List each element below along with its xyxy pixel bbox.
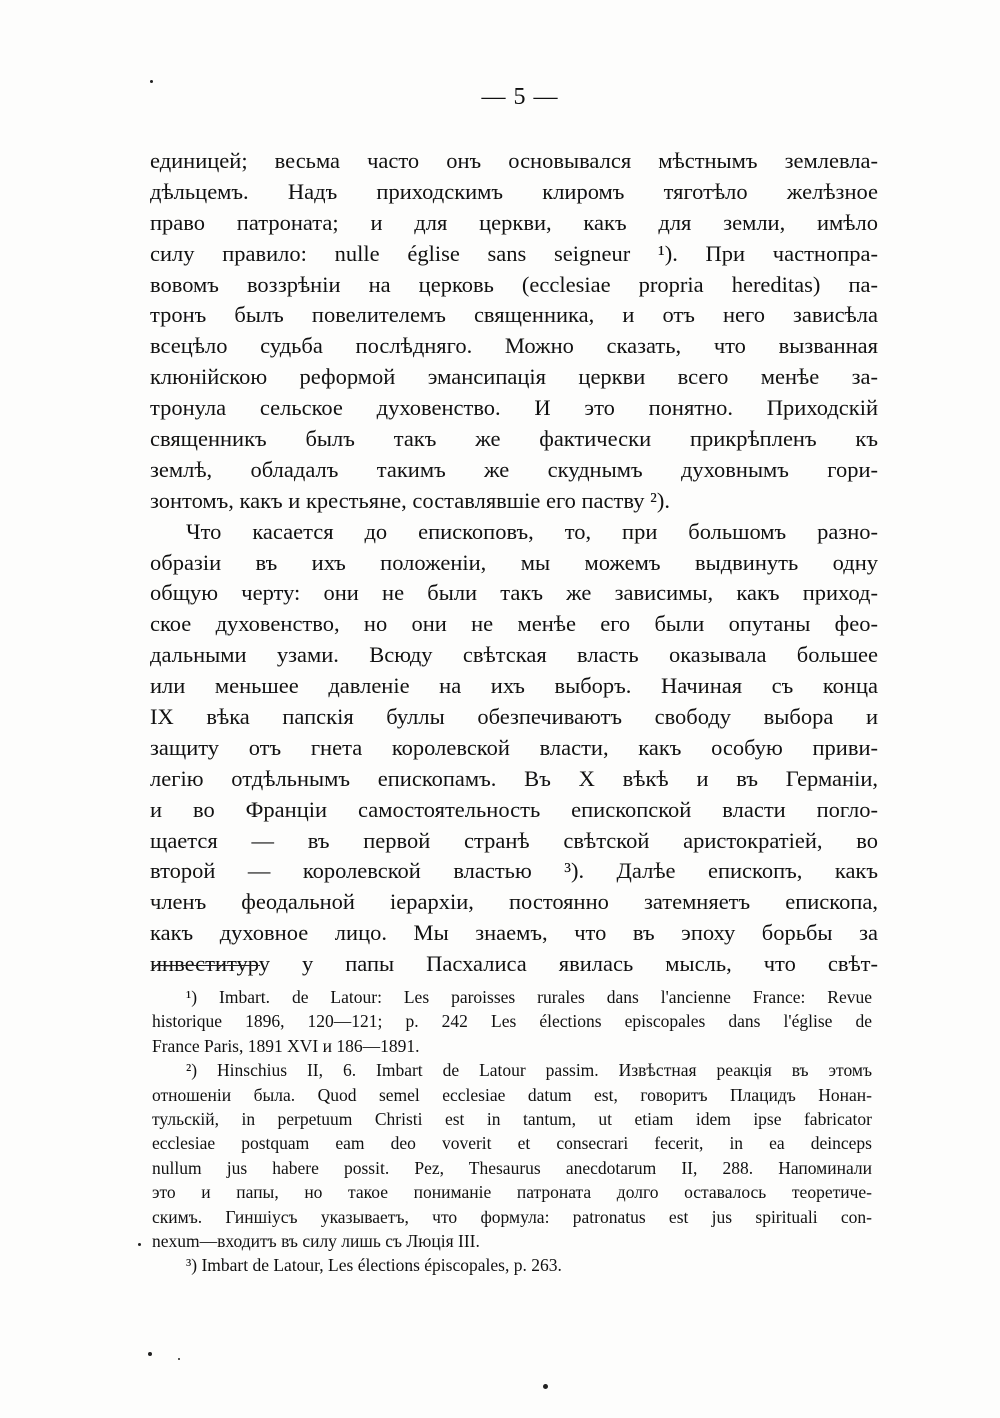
text-line: образіи въ ихъ положеніи, мы можемъ выдвинуть одну — [150, 549, 878, 575]
text-line: силу правило: nulle église sans seigneur ¹). При частнопра- — [150, 240, 878, 266]
text-line: легію отдѣльнымъ епископамъ. Въ X вѣкѣ и въ Германіи, — [150, 765, 878, 791]
scan-speck — [138, 1243, 141, 1246]
text-line: зонтомъ, какъ и крестьяне, составлявшіе его паству ²). — [150, 487, 670, 513]
scan-speck — [178, 1358, 180, 1360]
text-line: Что касается до епископовъ, то, при большомъ разно- — [186, 518, 878, 544]
footnote-divider — [152, 965, 260, 966]
text-line: право патроната; и для церкви, какъ для земли, имѣло — [150, 209, 878, 235]
text-line: тронъ былъ повелителемъ священника, и отъ него зависѣла — [150, 302, 878, 328]
footnote-line: nexum—входитъ въ силу лишь съ Люція III. — [152, 1230, 480, 1251]
text-line: ское духовенство, но они не менѣе его были опутаны фео- — [150, 611, 878, 637]
footnote-line: тульскій, in perpetuum Christi est in tantum, ut etiam idem ipse fabricator — [152, 1108, 872, 1129]
scan-speck — [150, 80, 153, 83]
text-line: какъ духовное лицо. Мы знаемъ, что въ эпоху борьбы за — [150, 920, 878, 946]
footnote-line: France Paris, 1891 XVI и 186—1891. — [152, 1035, 420, 1056]
footnote-line: ³) Imbart de Latour, Les élections épiscopales, p. 263. — [186, 1255, 562, 1276]
text-line: клюнійскою реформой эмансипація церкви всего менѣе за- — [150, 364, 878, 390]
footnote-line: historique 1896, 120—121; p. 242 Les élections episcopales dans l'église de — [152, 1011, 872, 1032]
text-line: IX вѣка папскія буллы обезпечиваютъ свободу выбора и — [150, 704, 878, 730]
text-line: дальными узами. Всюду свѣтская власть оказывала большее — [150, 642, 878, 668]
text-line: тронула сельское духовенство. И это понятно. Приходскій — [150, 395, 878, 421]
text-line: всецѣло судьба послѣдняго. Можно сказать, что вызванная — [150, 333, 878, 359]
scan-speck — [543, 1384, 548, 1389]
footnote-line: это и папы, но такое пониманіе патроната долго оставалось теоретиче- — [152, 1182, 872, 1203]
text-line: единицей; весьма часто онъ основывался мѣстнымъ землевла- — [150, 148, 878, 173]
page-number: — 5 — — [481, 84, 559, 110]
text-line: защиту отъ гнета королевской власти, какъ особую приви- — [150, 734, 878, 760]
text-line: дѣльцемъ. Надъ приходскимъ клиромъ тяготѣло желѣзное — [150, 178, 878, 204]
footnote-line: ²) Hinschius II, 6. Imbart de Latour passim. Извѣстная реакція въ этомъ — [186, 1060, 872, 1081]
footnotes — [152, 985, 872, 1278]
text-line: и во Франціи самостоятельность епископской власти погло- — [150, 796, 878, 822]
text-line: второй — королевской властью ³). Далѣе епископъ, какъ — [150, 858, 878, 884]
main-text — [150, 146, 878, 980]
footnote-line: отношеніи была. Quod semel ecclesiae datum est, говоритъ Плацидъ Нонан- — [152, 1084, 872, 1105]
text-line: священникъ былъ такъ же фактически прикрѣпленъ къ — [150, 426, 878, 452]
scan-speck — [148, 1352, 152, 1356]
text-line: или меньшее давленіе на ихъ выборъ. Начиная съ конца — [150, 673, 878, 699]
footnote-line: nullum jus habere possit. Pez, Thesaurus anecdotarum II, 288. Напоминали — [152, 1157, 872, 1178]
text-line: общую черту: они не были такъ же зависимы, какъ приход- — [150, 580, 878, 606]
footnote-line: скимъ. Гиншіусъ указываетъ, что формула: patronatus est jus spirituali con- — [152, 1206, 872, 1227]
text-line: щается — въ первой странѣ свѣтской аристократіей, во — [150, 827, 878, 853]
text-line: землѣ, обладалъ такимъ же скуднымъ духовнымъ гори- — [150, 456, 878, 482]
text-line: вовомъ воззрѣніи на церковь (ecclesiae propria hereditas) па- — [150, 271, 878, 297]
footnote-line: ¹) Imbart. de Latour: Les paroisses rurales dans l'ancienne France: Revue — [186, 987, 872, 1007]
text-line: членъ феодальной іерархіи, постоянно затемняетъ епископа, — [150, 889, 878, 915]
text-line: инвеституру у папы Пасхалиса явилась мысль, что свѣт- — [150, 951, 878, 977]
footnote-line: ecclesiae postquam eam deo voverit et consecrari fecerit, in ea deinceps — [152, 1133, 872, 1154]
